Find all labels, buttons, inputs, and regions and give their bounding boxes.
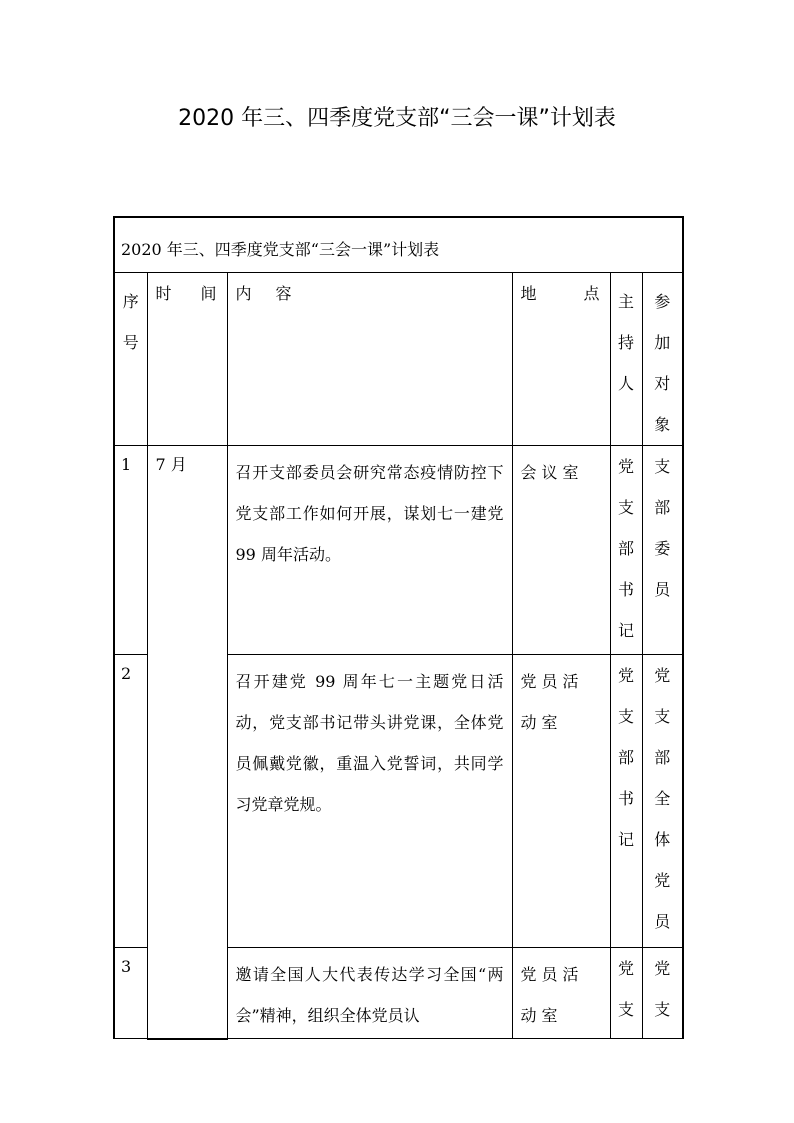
row-content: 邀请全国人大代表传达学习全国“两会”精神，组织全体党员认 — [227, 948, 512, 1039]
row-host: 党 支 部 书 记 — [610, 446, 642, 655]
row-content: 召开支部委员会研究常态疫情防控下党支部工作如何开展，谋划七一建党 99 周年活动。 — [227, 446, 512, 655]
row-index: 3 — [114, 948, 147, 1039]
header-time: 时 间 — [147, 273, 227, 446]
row-place: 党员活动室 — [512, 948, 610, 1039]
caption-row — [114, 217, 683, 273]
row-time: 7 月 — [147, 446, 227, 1039]
row-place: 党员活动室 — [512, 655, 610, 948]
header-row — [114, 273, 683, 446]
row-host: 党 支 — [610, 948, 642, 1039]
table-caption: 2020 年三、四季度党支部“三会一课”计划表 — [121, 240, 440, 259]
row-host: 党 支 部 书 记 — [610, 655, 642, 948]
plan-table — [113, 216, 684, 1040]
row-participants: 支 部 委 员 — [642, 446, 683, 655]
row-participants: 党 支 — [642, 948, 683, 1039]
row-place: 会议室 — [512, 446, 610, 655]
header-index: 序 号 — [114, 273, 147, 446]
row-index: 2 — [114, 655, 147, 948]
row-participants: 党 支 部 全 体 党 员 — [642, 655, 683, 948]
header-participants: 参 加 对 象 — [642, 273, 683, 446]
page-title: 2020 年三、四季度党支部“三会一课”计划表 — [178, 106, 616, 131]
header-place: 地 点 — [512, 273, 610, 446]
row-index: 1 — [114, 446, 147, 655]
table-caption-cell — [114, 217, 683, 273]
header-content: 内 容 — [227, 273, 512, 446]
row-content: 召开建党 99 周年七一主题党日活动，党支部书记带头讲党课，全体党员佩戴党徽，重温入党誓词，共同学习党章党规。 — [227, 655, 512, 948]
table-row — [114, 446, 683, 655]
header-host: 主 持 人 — [610, 273, 642, 446]
